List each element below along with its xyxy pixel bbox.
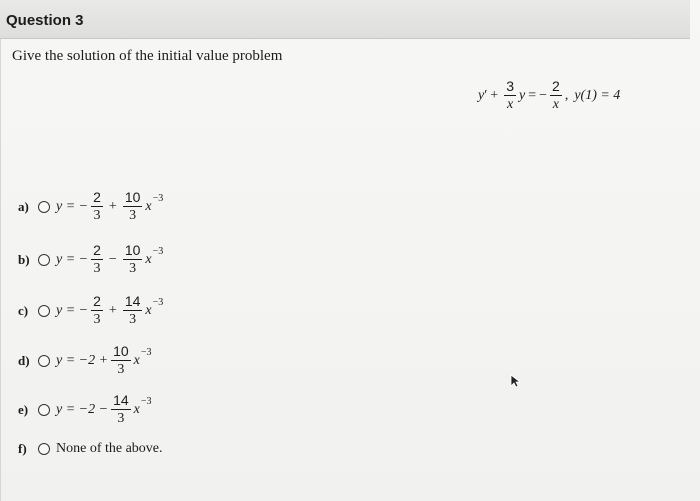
option-expression <box>56 243 163 276</box>
option-letter: a) <box>18 198 29 214</box>
ode-y-term: y <box>518 87 526 103</box>
exponent: −3 <box>140 396 152 407</box>
fraction-numerator: 10 <box>113 343 129 359</box>
answer-option-d[interactable] <box>18 344 152 377</box>
question-prompt: Give the solution of the initial value problem <box>12 48 283 64</box>
fraction-numerator: 2 <box>93 242 101 258</box>
option-letter: c) <box>18 302 29 318</box>
option-expression <box>56 190 163 223</box>
answer-option-a[interactable] <box>18 190 163 223</box>
operator: + <box>108 198 117 214</box>
fraction-numerator: 3 <box>506 78 514 94</box>
exponent: −3 <box>152 297 164 308</box>
exponent: −3 <box>140 347 152 358</box>
fraction-numerator: 2 <box>93 189 101 205</box>
option-letter: d) <box>18 352 30 368</box>
fraction-numerator: 2 <box>93 293 101 309</box>
radio-button[interactable] <box>38 355 50 367</box>
option-letter: b) <box>18 251 30 267</box>
variable-x: x <box>145 302 152 318</box>
question-header <box>0 0 690 39</box>
fraction-denominator: 3 <box>117 362 125 377</box>
answer-option-f[interactable] <box>18 441 163 457</box>
fraction-denominator: 3 <box>129 312 137 327</box>
option-expression <box>56 344 152 377</box>
ode-equals: = <box>528 87 537 103</box>
answer-option-c[interactable] <box>18 294 163 327</box>
fraction <box>91 294 103 327</box>
ode-coef-fraction <box>504 79 516 112</box>
initial-condition: y(1) = 4 <box>574 87 621 103</box>
radio-button[interactable] <box>38 254 50 266</box>
fraction <box>91 243 103 276</box>
fraction-denominator: x <box>506 97 514 112</box>
fraction-denominator: 3 <box>129 261 137 276</box>
fraction-numerator: 10 <box>124 242 141 258</box>
option-expression <box>56 294 163 327</box>
radio-button[interactable] <box>38 201 50 213</box>
option-lead: y = −2 − <box>56 401 109 417</box>
variable-x: x <box>145 198 152 214</box>
fraction-numerator: 14 <box>113 392 129 408</box>
fraction-denominator: 3 <box>93 312 101 327</box>
radio-button[interactable] <box>38 305 50 317</box>
operator: + <box>108 302 117 318</box>
radio-button[interactable] <box>38 404 50 416</box>
ode-plus: + <box>490 87 499 103</box>
variable-x: x <box>145 251 152 267</box>
ode-prime: ′ <box>484 87 488 103</box>
ode-comma: , <box>564 87 569 103</box>
option-lead: y = − <box>56 198 89 214</box>
fraction-numerator: 2 <box>552 78 560 94</box>
variable-x: x <box>133 352 140 368</box>
variable-x: x <box>133 401 140 417</box>
ode-minus: − <box>539 87 548 103</box>
exponent: −3 <box>152 193 164 204</box>
option-expression <box>56 393 152 426</box>
option-letter: e) <box>18 401 29 417</box>
question-title: Question 3 <box>6 12 84 29</box>
fraction <box>91 190 103 223</box>
fraction-numerator: 10 <box>124 189 141 205</box>
ode-rhs-fraction <box>550 79 562 112</box>
option-lead: y = − <box>56 251 89 267</box>
option-lead: y = −2 + <box>56 352 109 368</box>
fraction-numerator: 14 <box>124 293 141 309</box>
fraction-denominator: 3 <box>129 208 137 223</box>
option-text: None of the above. <box>56 441 163 456</box>
option-letter: f) <box>18 441 27 456</box>
ode-y: y <box>478 87 485 103</box>
fraction <box>123 243 143 276</box>
fraction <box>123 294 143 327</box>
radio-button[interactable] <box>38 443 50 455</box>
answer-option-e[interactable] <box>18 393 152 426</box>
mouse-pointer-icon <box>510 374 520 388</box>
fraction-denominator: 3 <box>117 411 125 426</box>
operator: − <box>108 251 117 267</box>
fraction-denominator: 3 <box>93 208 101 223</box>
fraction-denominator: x <box>552 97 560 112</box>
ode-equation <box>478 79 620 112</box>
fraction <box>111 344 131 377</box>
exponent: −3 <box>152 246 164 257</box>
fraction-denominator: 3 <box>93 261 101 276</box>
option-lead: y = − <box>56 302 89 318</box>
answer-option-b[interactable] <box>18 243 163 276</box>
fraction <box>111 393 131 426</box>
fraction <box>123 190 143 223</box>
